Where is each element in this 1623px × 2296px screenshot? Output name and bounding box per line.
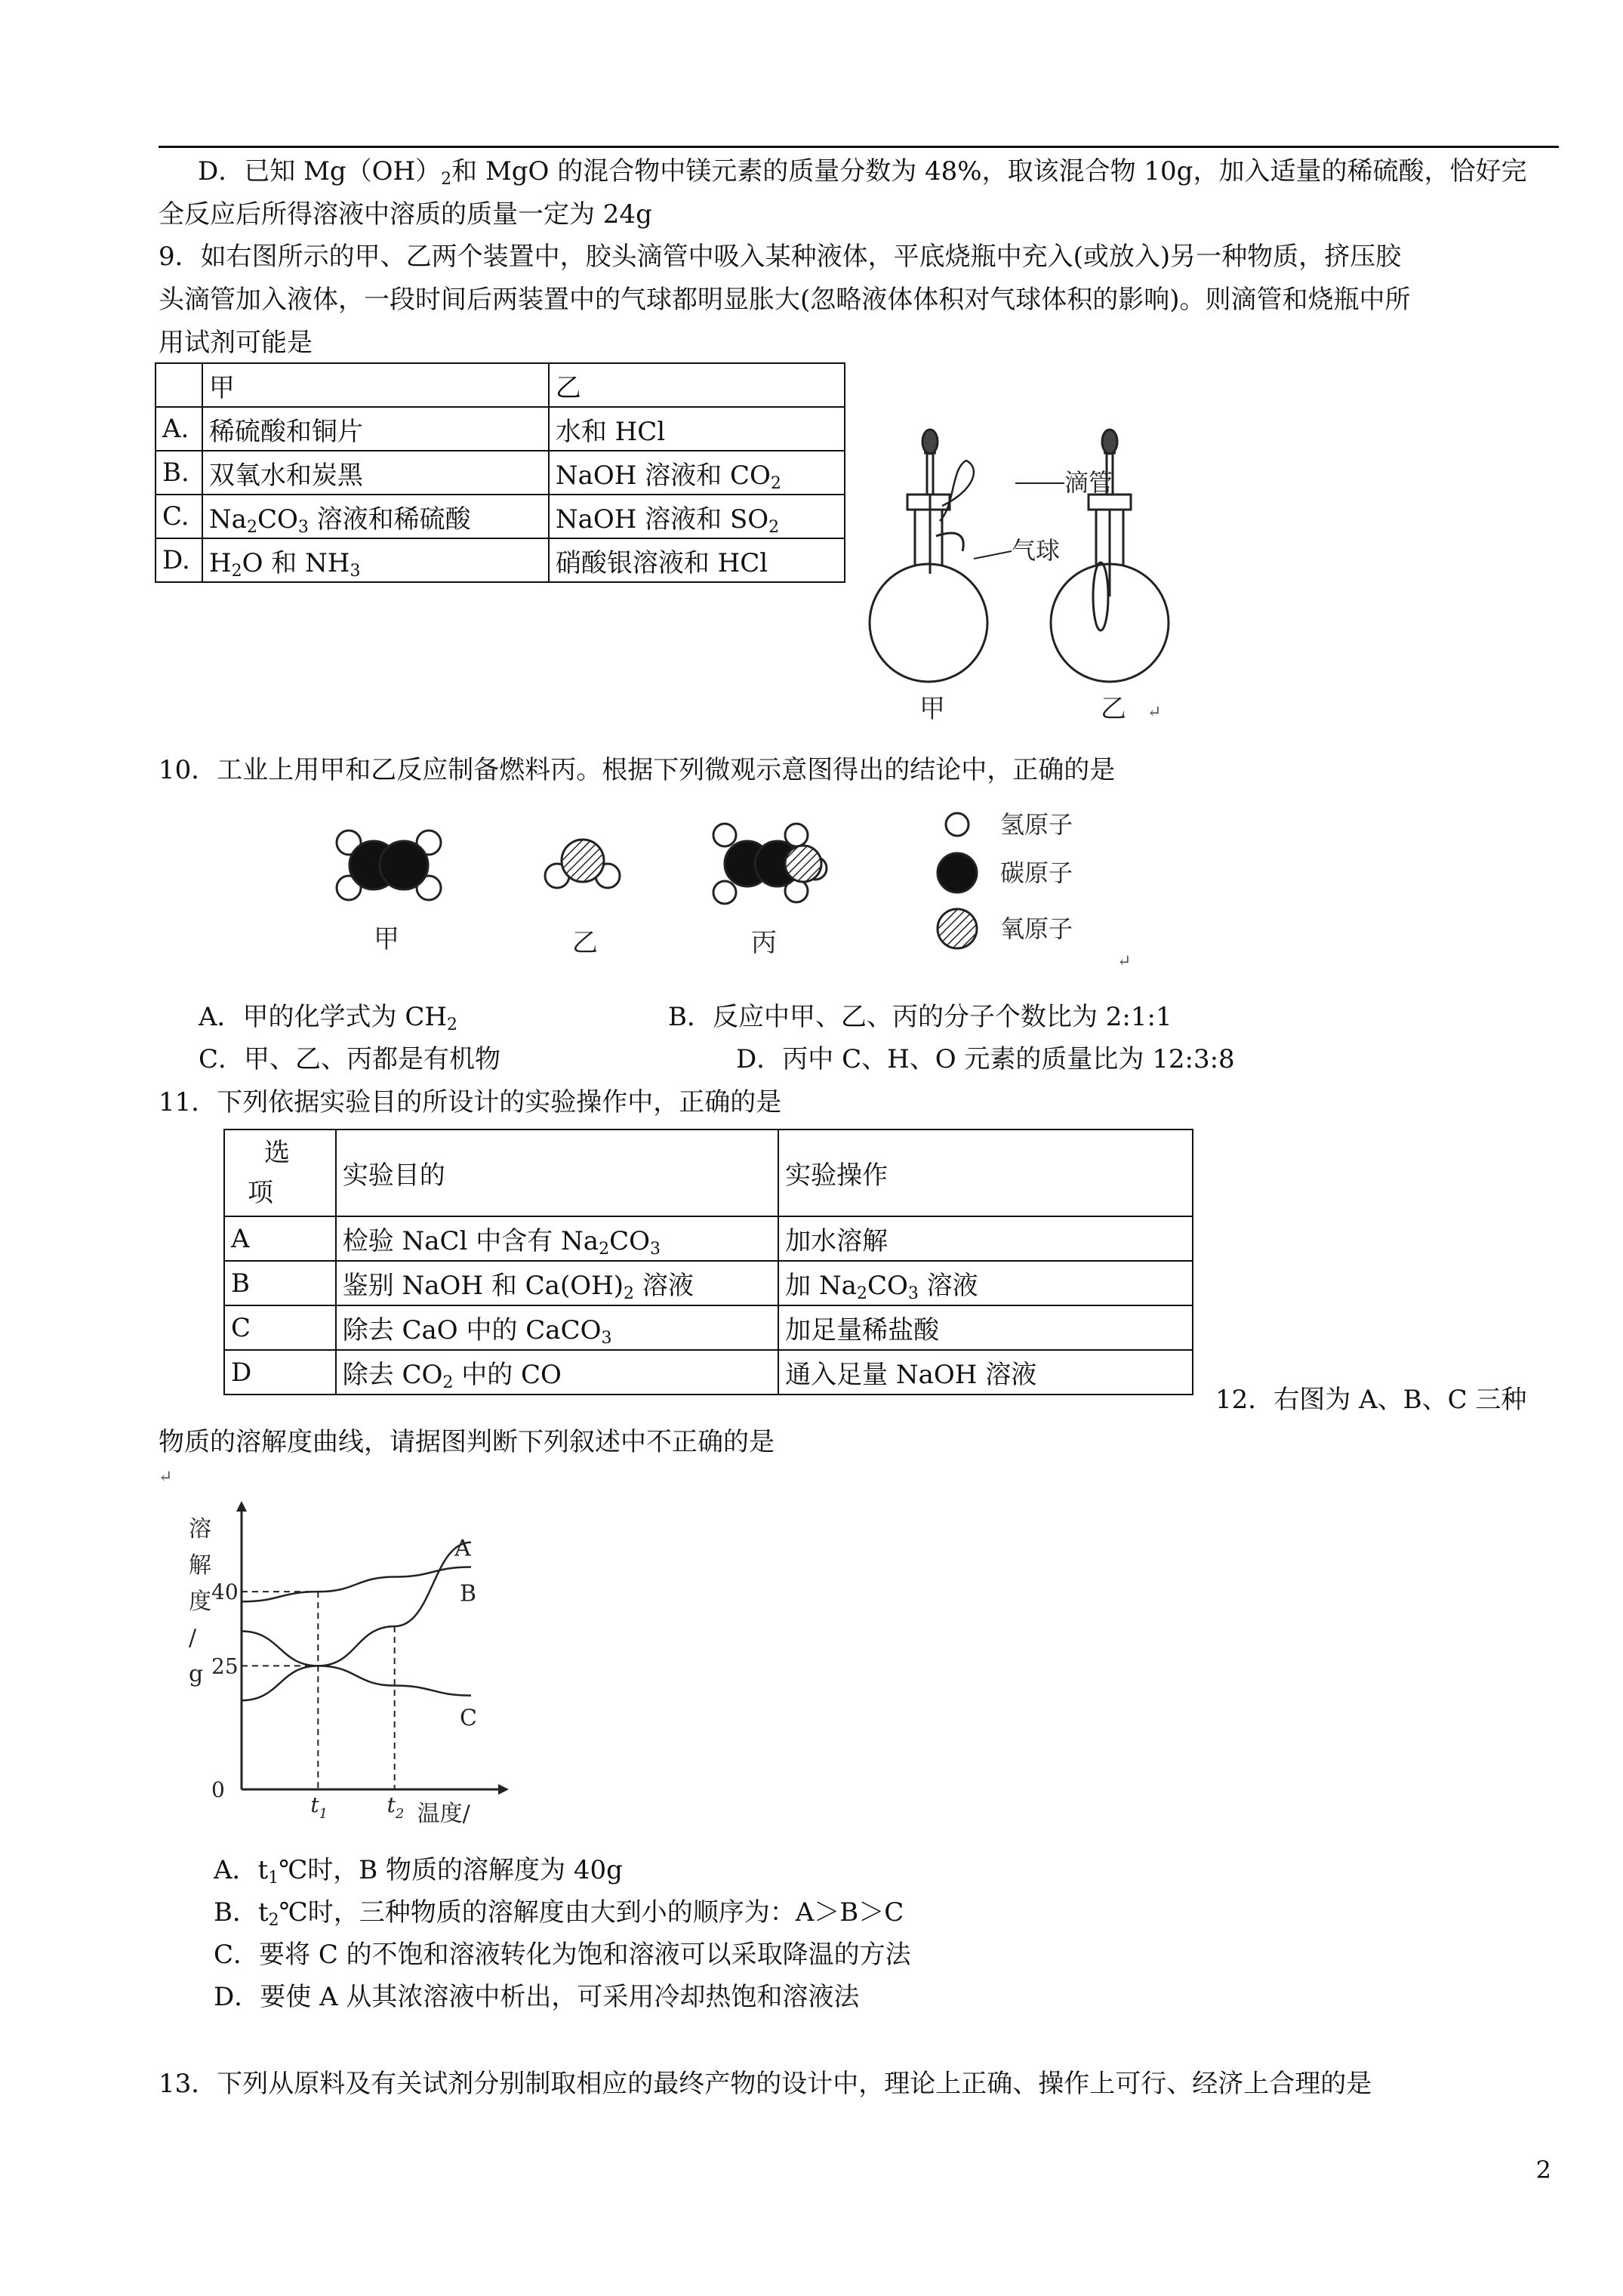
table-header-row: 甲 乙	[156, 363, 845, 407]
q12-option-d: D．要使 A 从其浓溶液中析出，可采用冷却热饱和溶液法	[214, 1982, 860, 2012]
legend-label: 氢原子	[1000, 810, 1073, 839]
legend-oxygen-icon	[938, 909, 977, 948]
dropper-label: 滴管	[1064, 468, 1113, 497]
table-row: D 除去 $CO_2$ 中的 CO 通入足量 NaOH 溶液	[224, 1350, 1193, 1395]
q9-stem-line1: 9．如右图所示的甲、乙两个装置中，胶头滴管中吸入某种液体，平底烧瓶中充入(或放入)另一种物质，挤压胶	[159, 242, 1402, 272]
label-yi: 乙	[1101, 694, 1126, 724]
x-tick-label: $t_2$	[387, 1792, 405, 1822]
label-jia: 甲	[374, 924, 399, 954]
y-tick-label: 0	[211, 1777, 225, 1802]
y-axis-label: g	[189, 1661, 204, 1687]
legend-carbon-icon	[938, 853, 977, 892]
label-bing: 丙	[751, 928, 777, 958]
molecule-jia-icon	[337, 831, 441, 900]
q10-option-d: D．丙中 C、H、O 元素的质量比为 12:3:8	[736, 1044, 1235, 1074]
q9-table	[155, 362, 845, 583]
q10-option-b: B．反应中甲、乙、丙的分子个数比为 2:1:1	[668, 1002, 1172, 1032]
return-mark: ↵	[1117, 952, 1132, 971]
series-label: B	[460, 1580, 477, 1607]
q9-stem-line2: 头滴管加入液体，一段时间后两装置中的气球都明显胀大(忽略液体体积对气球体积的影响)。则滴管和烧瓶中所	[159, 285, 1411, 315]
legend-hydrogen-icon	[946, 813, 969, 836]
series-line-B	[242, 1567, 471, 1601]
table-row: C. $Na_2CO_3$ 溶液和稀硫酸 NaOH 溶液和 $SO_2$	[156, 495, 845, 538]
q9-apparatus-figure	[861, 423, 1178, 725]
label-jia: 甲	[919, 694, 945, 724]
header-rule	[159, 146, 1559, 148]
q9-stem-line3: 用试剂可能是	[159, 328, 313, 358]
q12-stem-line2: 物质的溶解度曲线，请据图判断下列叙述中不正确的是	[159, 1427, 775, 1457]
q12-option-b: B．$t_2℃$时，三种物质的溶解度由大到小的顺序为：A＞B＞C	[214, 1897, 904, 1930]
x-axis-label: 温度/	[417, 1801, 470, 1827]
balloon-label: 气球	[1012, 536, 1061, 565]
legend-label: 碳原子	[1000, 858, 1073, 887]
table-row: B 鉴别 NaOH 和 $Ca(OH)_2$ 溶液 加 $Na_2CO_3$ 溶液	[224, 1261, 1193, 1305]
q11-table	[223, 1129, 1193, 1395]
q10-option-a: A．甲的化学式为 $CH_2$	[199, 1002, 458, 1034]
table-row: A 检验 NaCl 中含有 $Na_2CO_3$ 加水溶解	[224, 1216, 1193, 1261]
y-axis-label: /	[189, 1625, 197, 1651]
x-axis-arrow-icon	[498, 1784, 509, 1795]
solubility-chart	[174, 1499, 528, 1831]
q12-option-a: A．$t_1℃$时，B 物质的溶解度为 40g	[214, 1855, 623, 1888]
q8-option-d-line1: D．已知 $Mg(OH)_2$和 MgO 的混合物中镁元素的质量分数为 48%，取该混合物 10g，加入适量的稀硫酸，恰好完	[198, 156, 1527, 189]
page-number: 2	[1535, 2156, 1551, 2184]
molecule-yi-icon	[545, 840, 620, 888]
chart-plot-area	[189, 1501, 509, 1827]
q13-stem: 13．下列从原料及有关试剂分别制取相应的最终产物的设计中，理论上正确、操作上可行、经济上合理的是	[159, 2069, 1372, 2099]
table-header-row: 选 项 实验目的 实验操作	[224, 1130, 1193, 1216]
y-tick-label: 25	[211, 1653, 239, 1679]
flask-jia-icon	[870, 430, 987, 682]
q10-stem: 10．工业上用甲和乙反应制备燃料丙。根据下列微观示意图得出的结论中，正确的是	[159, 755, 1116, 785]
y-axis-arrow-icon	[236, 1501, 247, 1512]
table-row: D. $H_2O$ 和 $NH_3$ 硝酸银溶液和 HCl	[156, 538, 845, 582]
q12-stem-line1: 12．右图为 A、B、C 三种	[1215, 1385, 1527, 1415]
return-mark: ↵	[1147, 703, 1162, 722]
series-label: A	[454, 1535, 471, 1562]
y-tick-label: 40	[211, 1579, 239, 1605]
q12-option-c: C．要将 C 的不饱和溶液转化为饱和溶液可以采取降温的方法	[214, 1940, 911, 1970]
x-tick-label: $t_1$	[310, 1792, 328, 1822]
q10-molecule-figure	[332, 808, 1147, 982]
y-axis-label: 度	[189, 1589, 211, 1615]
series-label: C	[460, 1705, 477, 1732]
molecule-bing-icon	[713, 824, 827, 904]
table-row: A. 稀硫酸和铜片 水和 HCl	[156, 407, 845, 451]
y-axis-label: 解	[189, 1552, 211, 1579]
table-row: C 除去 CaO 中的 CaCO$_3$ 加足量稀盐酸	[224, 1305, 1193, 1350]
return-mark: ↵	[159, 1468, 173, 1487]
label-yi: 乙	[572, 928, 598, 958]
table-row: B. 双氧水和炭黑 NaOH 溶液和 $CO_2$	[156, 451, 845, 495]
y-axis-label: 溶	[189, 1516, 211, 1542]
legend-label: 氧原子	[1000, 914, 1073, 943]
q10-option-c: C．甲、乙、丙都是有机物	[199, 1044, 501, 1074]
q8-option-d-line2: 全反应后所得溶液中溶质的质量一定为 24g	[159, 199, 652, 230]
q11-stem: 11．下列依据实验目的所设计的实验操作中，正确的是	[159, 1087, 782, 1117]
